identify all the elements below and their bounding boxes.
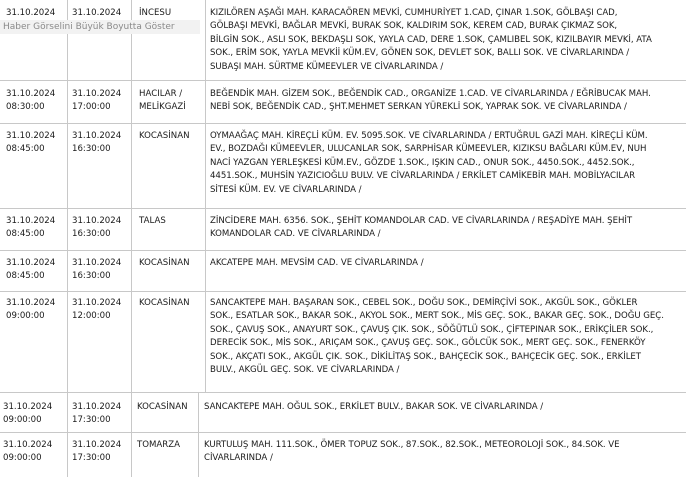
table-row (0, 80, 686, 124)
end-datetime: 31.10.2024 17:00:00 (72, 89, 122, 113)
start-datetime: 31.10.2024 08:45:00 (6, 258, 56, 282)
end-datetime: 31.10.2024 16:30:00 (72, 131, 122, 155)
district: KOCASİNAN (139, 258, 190, 268)
table-row (0, 250, 686, 292)
end-datetime: 31.10.2024 (72, 8, 122, 18)
start-datetime: 31.10.2024 08:30:00 (6, 89, 56, 113)
table-row (0, 208, 686, 251)
table-row (0, 291, 686, 393)
end-datetime: 31.10.2024 16:30:00 (72, 216, 122, 240)
start-datetime: 31.10.2024 09:00:00 (3, 440, 53, 464)
table-row (0, 392, 686, 433)
district: TALAS (139, 216, 166, 226)
affected-streets: ZİNCİDERE MAH. 6356. SOK., ŞEHİT KOMANDOLAR CAD. VE CİVARLARINDA / REŞADİYE MAH. ŞEHİT KOMANDOLAR CAD. VE CİVARLARINDA / (210, 216, 633, 240)
table-row (0, 123, 686, 209)
end-datetime: 31.10.2024 12:00:00 (72, 298, 122, 322)
end-datetime: 31.10.2024 16:30:00 (72, 258, 122, 282)
district: İNCESU (139, 8, 172, 18)
affected-streets: AKCATEPE MAH. MEVSİM CAD. VE CİVARLARINDA / (210, 258, 424, 268)
district: KOCASİNAN (139, 298, 190, 308)
affected-streets: SANCAKTEPE MAH. BAŞARAN SOK., CEBEL SOK., DOĞU SOK., DEMİRÇİVİ SOK., AKGÜL SOK., GÖKLER SOK., ESATLAR SOK., BAKAR SOK., AKYOL SOK., MERT SOK., MİS GEÇ. SOK., BAKAR GEÇ. SOK., DOĞU GEÇ. SOK., ÇAVUŞ SOK., ANAYURT SOK., ÇAVUŞ ÇIK. SOK., SÖĞÜTLÜ SOK., ÇİFTEPINAR SOK., ERİKÇİLER SOK., DERECİK SOK., MİS SOK., ARIÇAM SOK., ÇAVUŞ GEÇ. SOK., GÖLCÜK SOK., MERT GEÇ. SOK., FENERKÖY SOK., AKÇATI SOK., AKGÜL ÇIK. SOK., DİKİLİTAŞ SOK., BAHÇECİK SOK., BAHÇECİK GEÇ. SOK., ERKİLET BULV., AKGÜL GEÇ. SOK. VE CİVARLARINDA / (210, 298, 664, 376)
affected-streets: SANCAKTEPE MAH. OĞUL SOK., ERKİLET BULV., BAKAR SOK. VE CİVARLARINDA / (204, 402, 544, 412)
end-datetime: 31.10.2024 17:30:00 (72, 440, 122, 464)
table-row (0, 432, 686, 477)
view-large-image-link[interactable]: Haber Görselini Büyük Boyutta Göster (0, 20, 200, 34)
district: TOMARZA (137, 440, 181, 450)
start-datetime: 31.10.2024 08:45:00 (6, 216, 56, 240)
start-datetime: 31.10.2024 (6, 8, 56, 18)
end-datetime: 31.10.2024 17:30:00 (72, 402, 122, 426)
table-row (0, 0, 686, 81)
affected-streets: BEĞENDİK MAH. GİZEM SOK., BEĞENDİK CAD., ORGANİZE 1.CAD. VE CİVARLARINDA / EĞRİBUCAK MAH. NEBİ SOK, BEĞENDİK CAD., ŞHT.MEHMET SERKAN YÜREKLİ SOK, YAPRAK SOK. VE CİVARLARINDA / (210, 89, 651, 113)
district: KOCASİNAN (139, 131, 190, 141)
affected-streets: KURTULUŞ MAH. 111.SOK., ÖMER TOPUZ SOK., 87.SOK., 82.SOK., METEOROLOJİ SOK., 84.SOK. VE CİVARLARINDA / (204, 440, 620, 464)
affected-streets: KIZILÖREN AŞAĞI MAH. KARACAÖREN MEVKİ, CUMHURİYET 1.CAD, ÇINAR 1.SOK, GÖLBAŞI CAD, GÖLBAŞI MEVKİ, BAĞLAR MEVKİ, BURAK SOK, KALDIRIM SOK, KEREM CAD, BURAK ÇIKMAZ SOK, BİLGİN SOK., ASLI SOK, BEKDAŞLI SOK, YAYLA CAD, DERE 1.SOK, ÇAMLIBEL SOK, KIZILBAYIR MEVKİ, ATA SOK., ERİM SOK, YAYLA MEVKİİ KÜM.EV, GÖNEN SOK, DEVLET SOK, BALLI SOK. VE CİVARLARINDA / SUBAŞI MAH. SÜRTME KÜMEEVLER VE CİVARLARINDA / (210, 8, 652, 72)
start-datetime: 31.10.2024 08:45:00 (6, 131, 56, 155)
start-datetime: 31.10.2024 09:00:00 (3, 402, 53, 426)
district: HACILAR / MELİKGAZİ (139, 89, 186, 113)
start-datetime: 31.10.2024 09:00:00 (6, 298, 56, 322)
district: KOCASİNAN (137, 402, 188, 412)
affected-streets: OYMAAĞAÇ MAH. KİREÇLİ KÜM. EV. 5095.SOK. VE CİVARLARINDA / ERTUĞRUL GAZİ MAH. KİREÇLİ KÜM. EV., BOZDAĞI KÜMEEVLER, ULUCANLAR SOK, SARPHİSAR KÜMEEVLER, KIZIKSU BAĞLARI KÜM.EV, NUH NACİ YAZGAN YERLEŞKESİ KÜM.EV., GÖZDE 1.SOK., IŞKIN CAD., ONUR SOK., 4450.SOK., 4452.SOK., 4451.SOK., MUHSİN YAZICIOĞLU BULV. VE CİVARLARINDA / ERKİLET CAMİKEBİR MAH. MOBİLYACILAR SİTESİ KÜM. EV. VE CİVARLARINDA / (210, 131, 648, 195)
